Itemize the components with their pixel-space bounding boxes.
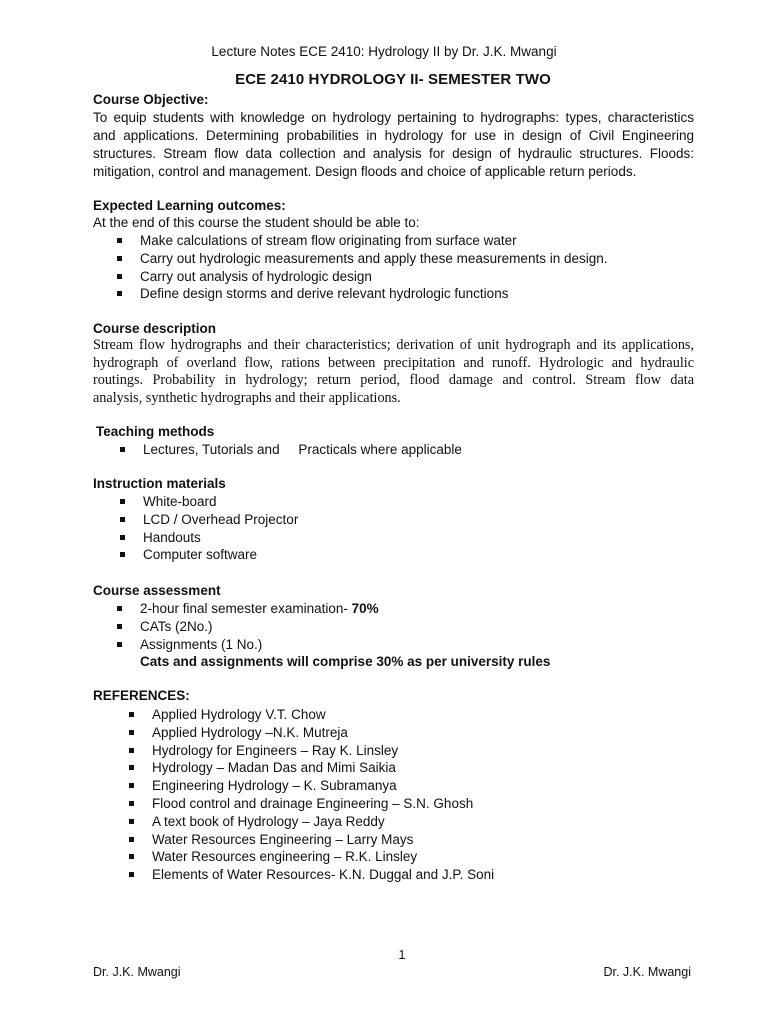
description-paragraph bbox=[93, 337, 694, 407]
exam-text: 2-hour final semester examination- bbox=[140, 601, 352, 616]
description-line: Stream flow hydrographs and their characteristics; derivation of unit hydrograph and its applications, bbox=[93, 337, 694, 353]
materials-heading: Instruction materials bbox=[93, 476, 226, 491]
square-bullet-icon bbox=[129, 730, 134, 735]
square-bullet-icon bbox=[129, 819, 134, 824]
document-title: ECE 2410 HYDROLOGY II- SEMESTER TWO bbox=[235, 71, 551, 88]
exam-percentage: 70% bbox=[351, 601, 379, 616]
square-bullet-icon bbox=[120, 552, 125, 557]
square-bullet-icon bbox=[120, 499, 125, 504]
square-bullet-icon bbox=[117, 606, 122, 611]
square-bullet-icon bbox=[120, 447, 125, 452]
description-heading: Course description bbox=[93, 321, 217, 336]
square-bullet-icon bbox=[117, 238, 122, 243]
square-bullet-icon bbox=[129, 748, 134, 753]
square-bullet-icon bbox=[117, 642, 122, 647]
description-line: routings. Probability in hydrology; return period, flood damage and control. Stream flow data bbox=[93, 372, 694, 388]
description-line: analysis, synthetic hydrographs and their applications. bbox=[93, 389, 401, 406]
document-page: Lecture Notes ECE 2410: Hydrology II by Dr. J.K. Mwangi ECE 2410 HYDROLOGY II- SEMESTER TWO Course Objective: To equip students with knowledge on hydrology pertaining to hydrographs: types, characteristics and applications. Determining probabilities in hydrology for use in design of Civil Engineering structures. Stream flow data collection and analysis for design of hydraulic structures. Floods: mitigation, control and management. Design floods and choice of applicable return periods. Expected Learning outcomes: At the end of this course the student should be able to: Make calculations of stream flow originating from surface water Carry out hydrologic measurements and apply these measurements in design. Carry out analysis of hydrologic design Define design storms and derive relevant hydrologic functions Course description Stream flow hydrographs and their characteristics; derivation of unit hydrograph and its applications, hydrograph of overland flow, rations between precipitation and runoff. Hydrologic and hydraulic routings. Probability in hydrology; return period, flood damage and control. Stream flow data analysis, synthetic hydrographs and their applications. Teaching methods Lectures, Tutorials and Practicals where applicable Instruction materials White-board LCD / Overhead Projector Handouts Computer software Course assessment 2-hour final semester examination- 70% CATs (2No.) Assignments (1 No.) Cats and assignments will comprise 30% as per university rules REFERENCES: Applied Hydrology V.T. Chow Applied Hydrology –N.K. Mutreja Hydrology for Engineers – Ray K. Linsley Hydrology – Madan Das and Mimi Saikia Engineering Hydrology – K. Subramanya Flood control and drainage Engineering – S.N. Ghosh A text book of Hydrology – Jaya Reddy Water Resources Engineering – Larry Mays Water Resources engineering – R.K. Linsley Elements of Water Resources- K.N. Duggal and J.P. Soni 1 Dr. J.K. Mwangi Dr. J.K. Mwangi bbox=[0, 0, 768, 1024]
assessment-note: Cats and assignments will comprise 30% as per university rules bbox=[140, 654, 551, 669]
running-header: Lecture Notes ECE 2410: Hydrology II by Dr. J.K. Mwangi bbox=[211, 44, 557, 59]
square-bullet-icon bbox=[117, 274, 122, 279]
teaching-heading: Teaching methods bbox=[96, 424, 215, 439]
square-bullet-icon bbox=[129, 837, 134, 842]
objective-line: mitigation, control and management. Design floods and choice of applicable return periods. bbox=[93, 164, 637, 179]
description-line: hydrograph of overland flow, rations between precipitation and runoff. Hydrologic and hydraulic bbox=[93, 354, 694, 371]
square-bullet-icon bbox=[129, 783, 134, 788]
outcomes-intro: At the end of this course the student should be able to: bbox=[93, 215, 420, 230]
square-bullet-icon bbox=[120, 517, 125, 522]
objective-line: and applications. Determining probabilities in hydrology for use in design of Civil Engineering bbox=[93, 128, 694, 143]
square-bullet-icon bbox=[117, 256, 122, 261]
square-bullet-icon bbox=[129, 712, 134, 717]
outcomes-heading: Expected Learning outcomes: bbox=[93, 198, 286, 213]
square-bullet-icon bbox=[129, 854, 134, 859]
objective-line: To equip students with knowledge on hydrology pertaining to hydrographs: types, characteristics bbox=[93, 110, 694, 125]
references-heading: REFERENCES: bbox=[93, 688, 190, 703]
assessment-heading: Course assessment bbox=[93, 583, 221, 598]
footer-right: Dr. J.K. Mwangi bbox=[603, 965, 691, 979]
square-bullet-icon bbox=[129, 801, 134, 806]
objective-heading: Course Objective: bbox=[93, 92, 209, 107]
objective-paragraph bbox=[93, 109, 694, 181]
square-bullet-icon bbox=[117, 291, 122, 296]
square-bullet-icon bbox=[120, 535, 125, 540]
objective-line: structures. Stream flow data collection and analysis for design of hydraulic structures. Floods: bbox=[93, 146, 694, 161]
page-number: 1 bbox=[398, 948, 406, 962]
footer-left: Dr. J.K. Mwangi bbox=[93, 965, 181, 979]
square-bullet-icon bbox=[129, 765, 134, 770]
square-bullet-icon bbox=[117, 624, 122, 629]
square-bullet-icon bbox=[129, 872, 134, 877]
